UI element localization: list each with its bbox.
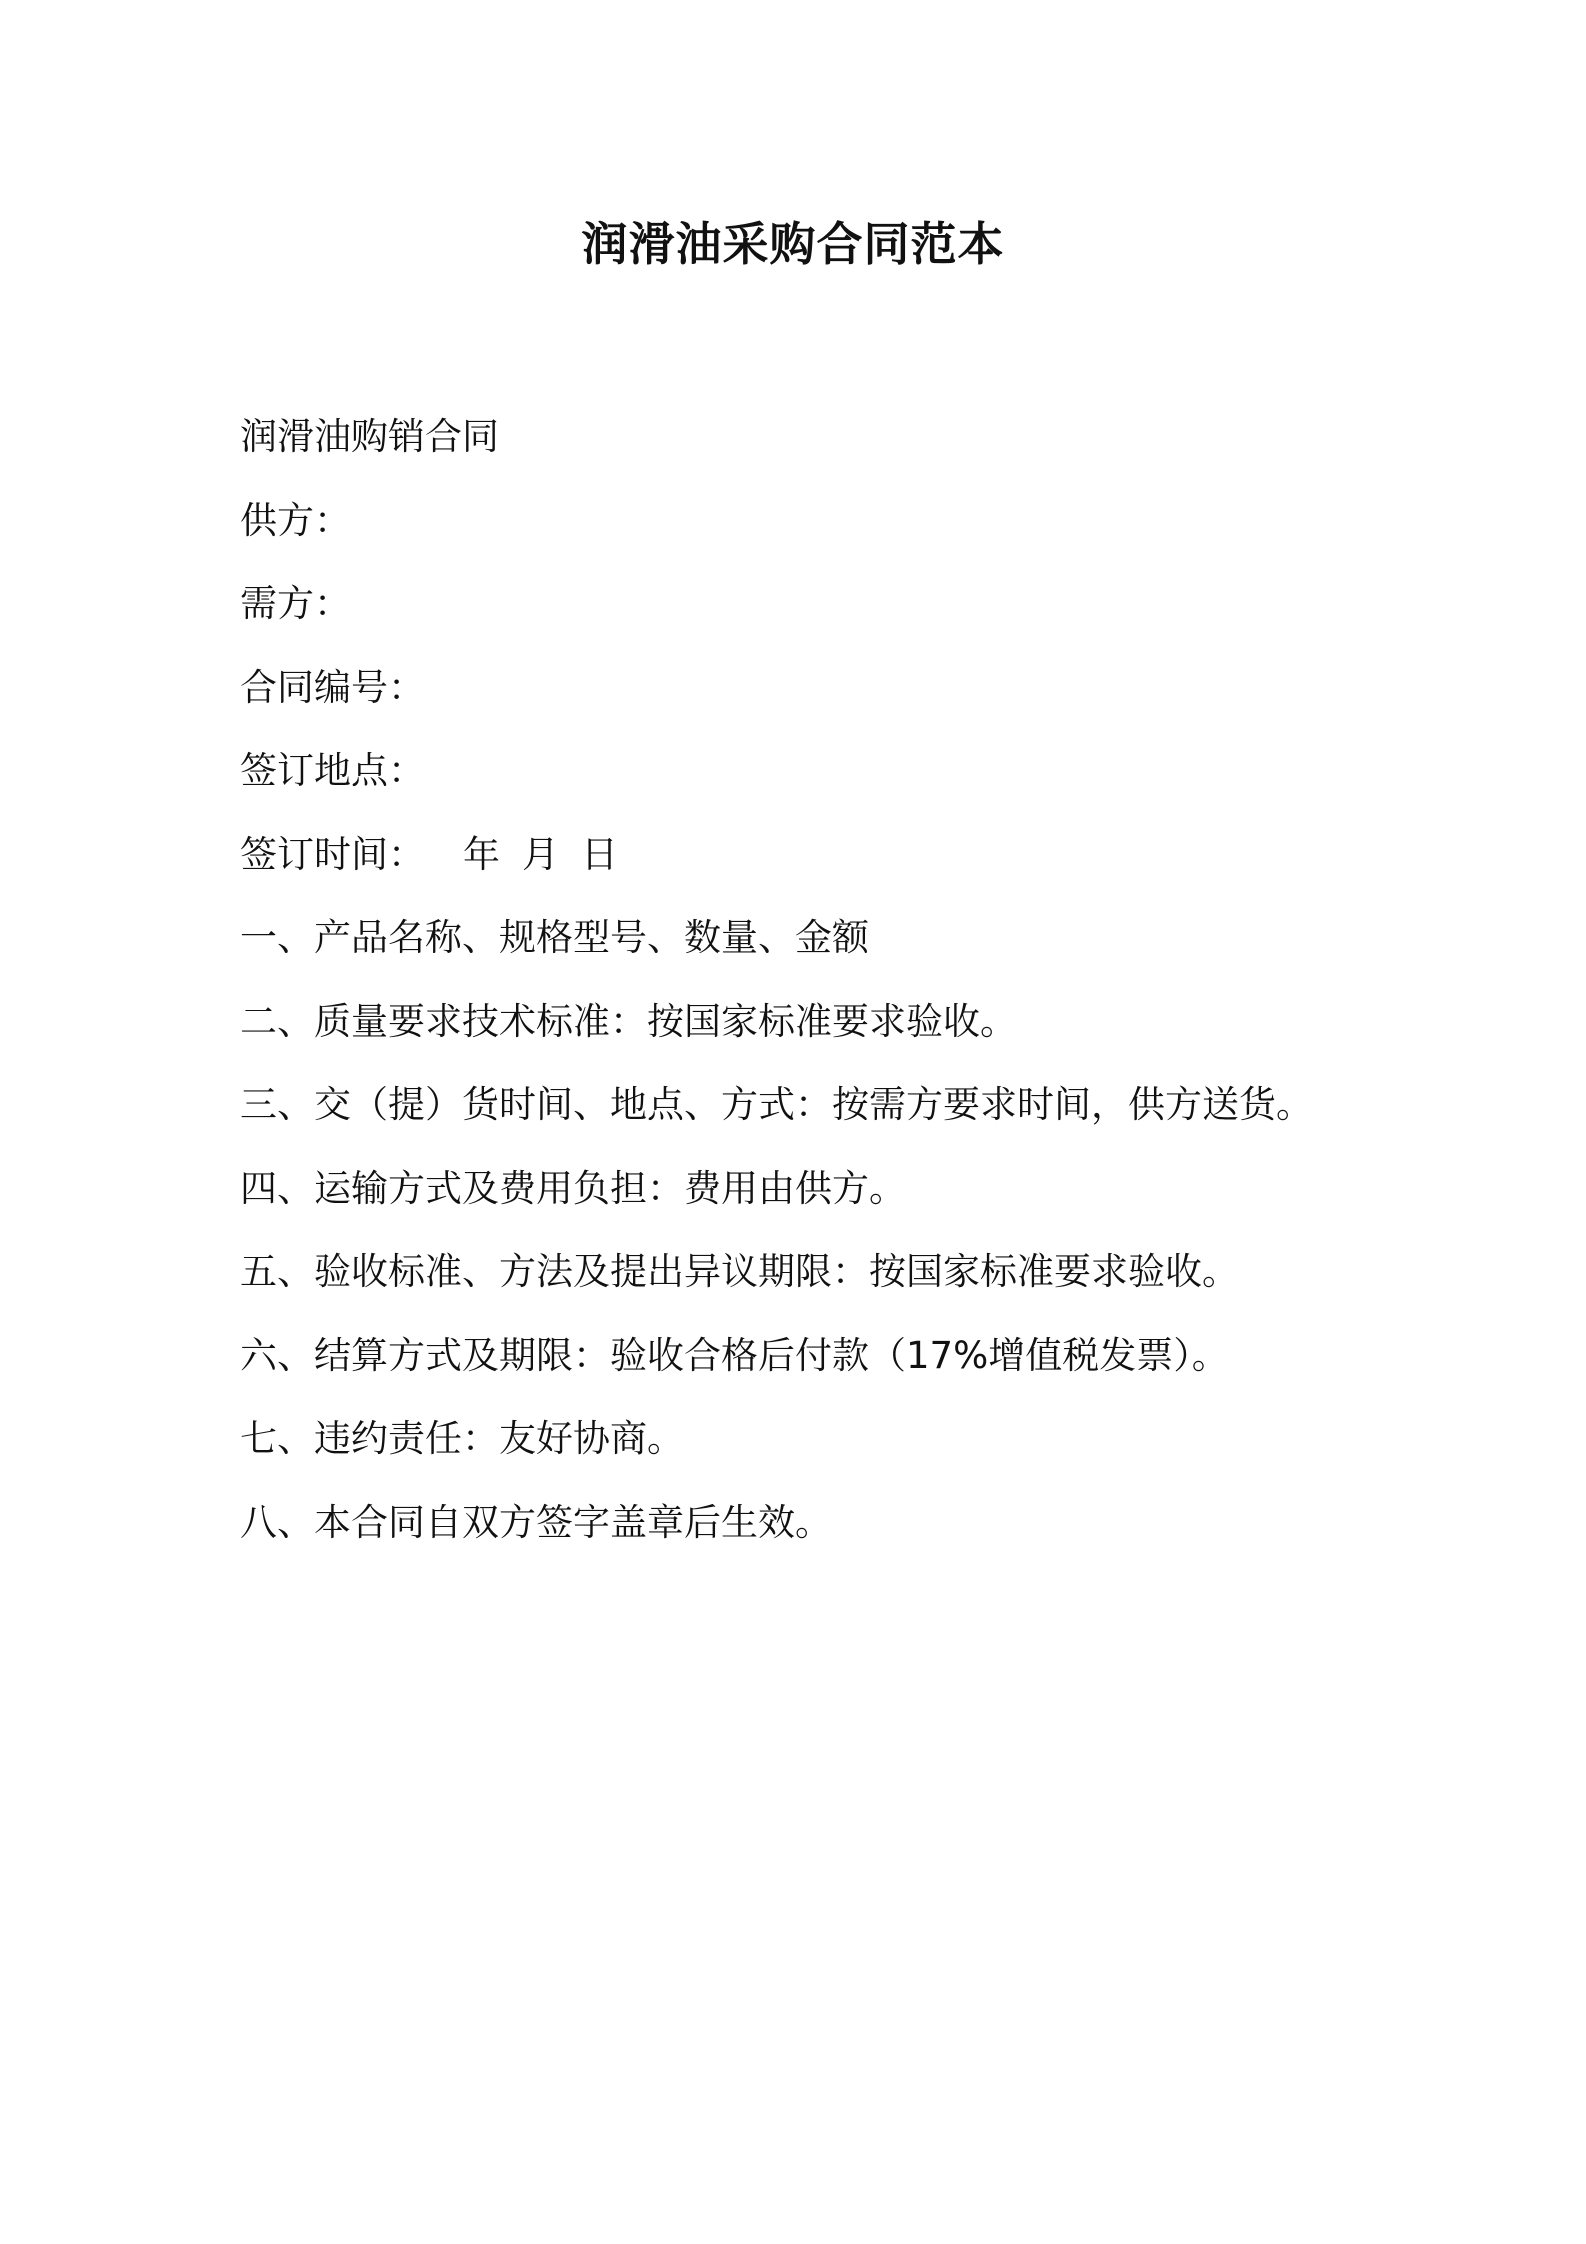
sign-place-field <box>240 739 1440 823</box>
clause-6: 六、结算方式及期限：验收合格后付款（17%增值税发票）。 <box>240 1333 1229 1377</box>
buyer-label: 需方： <box>240 582 351 625</box>
clause-4: 四、运输方式及费用负担：费用由供方。 <box>240 1166 906 1210</box>
clause-7: 七、违约责任：友好协商。 <box>240 1417 684 1460</box>
month-unit: 月 <box>522 832 559 876</box>
buyer-field <box>240 572 1440 656</box>
contract-number-label: 合同编号： <box>240 665 425 709</box>
contract-subtitle: 润滑油购销合同 <box>240 415 499 458</box>
clause-1: 一、产品名称、规格型号、数量、金额 <box>240 916 869 959</box>
contract-body <box>240 405 1440 1574</box>
sign-place-label: 签订地点： <box>240 749 425 792</box>
page-title: 润滑油采购合同范本 <box>581 217 1005 271</box>
contract-number-field <box>240 656 1440 740</box>
sign-time-label: 签订时间： <box>240 832 425 876</box>
day-unit: 日 <box>581 832 618 876</box>
clause-8: 八、本合同自双方签字盖章后生效。 <box>240 1500 832 1544</box>
clause-3: 三、交（提）货时间、地点、方式：按需方要求时间，供方送货。 <box>240 1083 1313 1126</box>
supplier-label: 供方： <box>240 498 351 542</box>
supplier-field <box>240 489 1440 573</box>
clause-5: 五、验收标准、方法及提出异议期限：按国家标准要求验收。 <box>240 1250 1239 1293</box>
clause-2: 二、质量要求技术标准：按国家标准要求验收。 <box>240 999 1017 1043</box>
sign-time-field <box>240 823 1440 907</box>
year-unit: 年 <box>463 832 500 876</box>
